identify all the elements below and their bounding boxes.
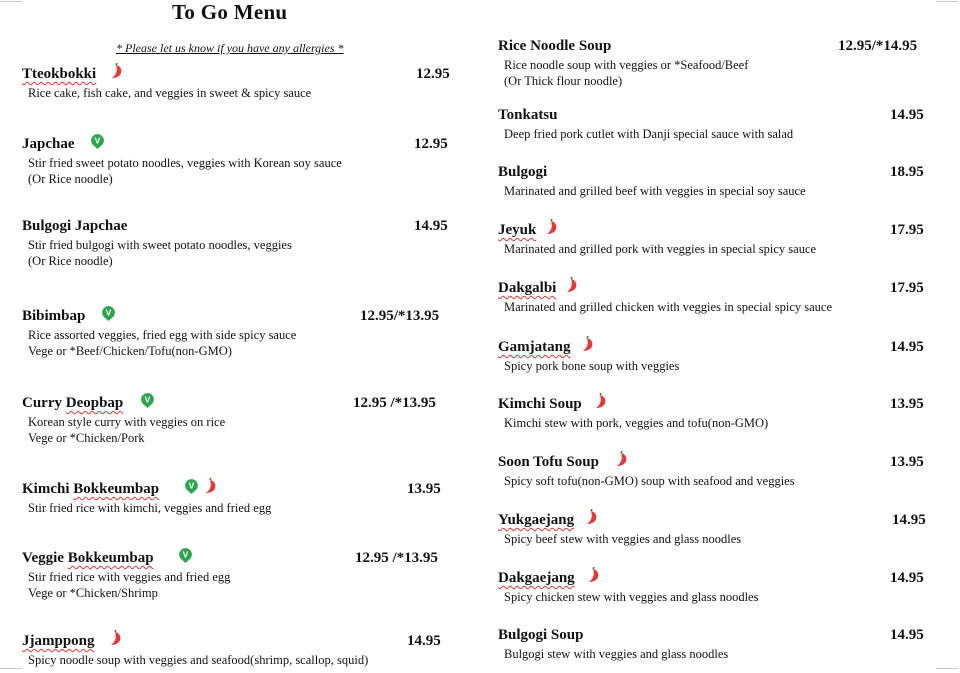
item-price: 12.95 [414, 136, 448, 152]
item-description: Korean style curry with veggies on rice Vege or *Chicken/Pork [28, 415, 226, 445]
menu-item [498, 339, 934, 379]
item-name: Kimchi Soup [498, 396, 582, 412]
item-price: 14.95 [407, 633, 441, 649]
item-name: Bulgogi [498, 164, 548, 180]
vegetarian-icon [101, 305, 116, 327]
item-description: Spicy chicken stew with veggies and glass noodles [504, 590, 759, 604]
svg-text:V: V [188, 480, 195, 491]
crop-mark [0, 668, 22, 669]
item-name: Soon Tofu Soup [498, 454, 599, 470]
page-title: To Go Menu [172, 0, 288, 24]
menu-item [498, 627, 934, 667]
svg-text:V: V [144, 394, 151, 405]
item-name: Yukgaejang [498, 512, 575, 528]
item-price: 13.95 [890, 454, 924, 470]
item-price: 14.95 [890, 627, 924, 643]
crop-mark [936, 1, 958, 2]
item-price: 12.95/*13.95 [360, 308, 440, 324]
menu-item [498, 280, 934, 320]
item-description: Stir fried sweet potato noodles, veggies with Korean soy sauce (Or Rice noodle) [28, 156, 342, 186]
chili-pepper-icon [588, 567, 602, 589]
item-price: 18.95 [890, 164, 924, 180]
item-price: 17.95 [890, 222, 924, 238]
menu-item [498, 164, 934, 204]
item-name: Rice Noodle Soup [498, 38, 612, 54]
menu-item [498, 396, 934, 436]
item-price: 14.95 [892, 512, 926, 528]
menu-item [498, 107, 934, 147]
item-price: 13.95 [407, 481, 441, 497]
item-name: Bibimbap [22, 308, 86, 324]
item-name: Japchae [22, 136, 75, 152]
crop-mark [0, 1, 22, 2]
item-name: Bulgogi Japchae [22, 218, 128, 234]
item-name: Veggie Bokkeumbap [22, 550, 154, 566]
item-description: Bulgogi stew with veggies and glass noodles [504, 647, 729, 661]
item-description: Marinated and grilled beef with veggies in special soy sauce [504, 184, 806, 198]
vegetarian-icon [90, 133, 105, 155]
menu-item [498, 38, 934, 90]
item-description: Stir fried bulgogi with sweet potato noodles, veggies (Or Rice noodle) [28, 238, 292, 268]
item-price: 14.95 [890, 107, 924, 123]
item-description: Kimchi stew with pork, veggies and tofu(non-GMO) [504, 416, 769, 430]
item-price: 13.95 [890, 396, 924, 412]
menu-item [22, 218, 458, 270]
item-name: Dakgaejang [498, 570, 575, 586]
item-name: Jjamppong [22, 633, 95, 649]
item-description: Deep fried pork cutlet with Danji special sauce with salad [504, 127, 794, 141]
chili-pepper-icon [205, 478, 219, 500]
item-description: Stir fried rice with veggies and fried egg Vege or *Chicken/Shrimp [28, 570, 231, 600]
menu-item [498, 512, 934, 552]
item-price: 14.95 [414, 218, 448, 234]
svg-text:V: V [105, 307, 112, 318]
vegetarian-icon [140, 392, 155, 414]
chili-pepper-icon [111, 63, 125, 85]
menu-item [22, 136, 458, 188]
menu-item [498, 454, 934, 494]
item-name: Tonkatsu [498, 107, 558, 123]
vegetarian-icon [178, 547, 193, 569]
item-price: 12.95 [416, 66, 450, 82]
crop-mark [936, 668, 958, 669]
item-price: 12.95 /*13.95 [355, 550, 438, 566]
menu-item [498, 570, 934, 610]
allergy-note: * Please let us know if you have any allergies * [116, 41, 344, 55]
item-name: Gamjatang [498, 339, 571, 355]
item-name: Kimchi Bokkeumbap [22, 481, 160, 497]
item-price: 14.95 [890, 339, 924, 355]
menu-item [22, 395, 458, 447]
item-name: Dakgalbi [498, 280, 557, 296]
item-price: 12.95 /*13.95 [353, 395, 436, 411]
menu-item [498, 222, 934, 262]
chili-pepper-icon [566, 277, 580, 299]
item-description: Rice cake, fish cake, and veggies in sweet & spicy sauce [28, 86, 312, 100]
item-name: Curry Deopbap [22, 395, 124, 411]
menu-item [22, 66, 458, 106]
svg-text:V: V [94, 135, 101, 146]
item-description: Stir fried rice with kimchi, veggies and fried egg [28, 501, 272, 515]
item-description: Marinated and grilled chicken with veggies in special spicy sauce [504, 300, 833, 314]
chili-pepper-icon [546, 219, 560, 241]
chili-pepper-icon [582, 336, 596, 358]
item-description: Spicy soft tofu(non-GMO) soup with seafood and veggies [504, 474, 795, 488]
item-description: Marinated and grilled pork with veggies in special spicy sauce [504, 242, 817, 256]
item-price: 12.95/*14.95 [838, 38, 918, 54]
menu-item [22, 481, 458, 521]
item-description: Spicy beef stew with veggies and glass noodles [504, 532, 742, 546]
chili-pepper-icon [110, 630, 124, 652]
svg-text:V: V [182, 549, 189, 560]
menu-item [22, 633, 458, 671]
menu-item [22, 550, 458, 602]
item-name: Bulgogi Soup [498, 627, 584, 643]
item-name: Jeyuk [498, 222, 537, 238]
chili-pepper-icon [586, 509, 600, 531]
item-price: 17.95 [890, 280, 924, 296]
item-name: Tteokbokki [22, 66, 97, 82]
item-description: Spicy pork bone soup with veggies [504, 359, 680, 373]
vegetarian-icon [184, 478, 199, 500]
item-description: Rice noodle soup with veggies or *Seafood/Beef (Or Thick flour noodle) [504, 58, 749, 88]
item-description: Rice assorted veggies, fried egg with side spicy sauce Vege or *Beef/Chicken/Tofu(non-GMO) [28, 328, 297, 358]
chili-pepper-icon [595, 393, 609, 415]
menu-item [22, 308, 458, 360]
item-description: Spicy noodle soup with veggies and seafood(shrimp, scallop, squid) [28, 653, 369, 667]
chili-pepper-icon [616, 451, 630, 473]
item-price: 14.95 [890, 570, 924, 586]
